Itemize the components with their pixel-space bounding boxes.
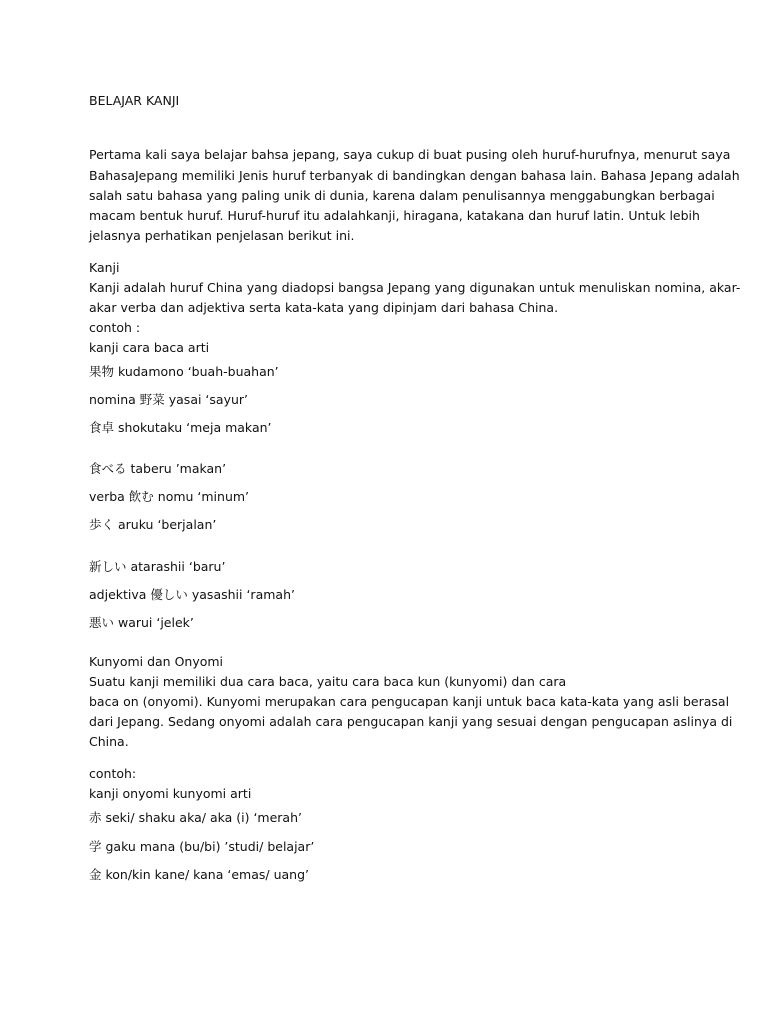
onyomi-example: 学 gaku mana (bu/bi) ’studi/ belajar’ xyxy=(89,839,315,854)
kanji-desc-line: Kanji adalah huruf China yang diadopsi bangsa Jepang yang digunakan untuk menuliskan nomina, akar- xyxy=(89,280,741,295)
kanji-heading: Kanji xyxy=(89,260,120,275)
onyomi-example-label: contoh: xyxy=(89,766,137,781)
onyomi-example: 赤 seki/ shaku aka/ aka (i) ‘merah’ xyxy=(89,810,302,825)
onyomi-example: 金 kon/kin kane/ kana ‘emas/ uang’ xyxy=(89,867,309,882)
kanji-table-header: kanji cara baca arti xyxy=(89,340,210,355)
verba-example: 食べる taberu ’makan’ xyxy=(89,461,227,476)
onyomi-table-header: kanji onyomi kunyomi arti xyxy=(89,786,252,801)
intro-line: macam bentuk huruf. Huruf-huruf itu adalahkanji, hiragana, katakana dan huruf latin. Untuk lebih xyxy=(89,208,700,223)
kanji-desc-line: akar verba dan adjektiva serta kata-kata yang dipinjam dari bahasa China. xyxy=(89,300,559,315)
nomina-example: 食卓 shokutaku ‘meja makan’ xyxy=(89,420,272,435)
adjektiva-example: adjektiva 優しい yasashii ‘ramah’ xyxy=(89,587,295,602)
adjektiva-example: 悪い warui ‘jelek’ xyxy=(89,615,194,630)
document-title: BELAJAR KANJI xyxy=(89,93,180,108)
kanji-example-label: contoh : xyxy=(89,320,141,335)
intro-line: jelasnya perhatikan penjelasan berikut ini. xyxy=(89,228,355,243)
nomina-example: 果物 kudamono ‘buah-buahan’ xyxy=(89,364,279,379)
onyomi-desc-line: Suatu kanji memiliki dua cara baca, yaitu cara baca kun (kunyomi) dan cara xyxy=(89,674,567,689)
intro-line: salah satu bahasa yang paling unik di dunia, karena dalam penulisannya menggabungkan berbagai xyxy=(89,188,715,203)
adjektiva-example: 新しい atarashii ‘baru’ xyxy=(89,559,226,574)
intro-line: BahasaJepang memiliki Jenis huruf terbanyak di bandingkan dengan bahasa lain. Bahasa Jepang adalah xyxy=(89,168,740,183)
onyomi-heading: Kunyomi dan Onyomi xyxy=(89,654,224,669)
nomina-example: nomina 野菜 yasai ‘sayur’ xyxy=(89,392,249,407)
verba-example: verba 飲む nomu ‘minum’ xyxy=(89,489,250,504)
verba-example: 歩く aruku ‘berjalan’ xyxy=(89,517,217,532)
onyomi-desc-line: dari Jepang. Sedang onyomi adalah cara pengucapan kanji yang sesuai dengan pengucapan aslinya di xyxy=(89,714,733,729)
onyomi-desc-line: baca on (onyomi). Kunyomi merupakan cara pengucapan kanji untuk baca kata-kata yang asli berasal xyxy=(89,694,730,709)
onyomi-desc-line: China. xyxy=(89,734,129,749)
intro-line: Pertama kali saya belajar bahsa jepang, saya cukup di buat pusing oleh huruf-hurufnya, menurut saya xyxy=(89,147,731,162)
